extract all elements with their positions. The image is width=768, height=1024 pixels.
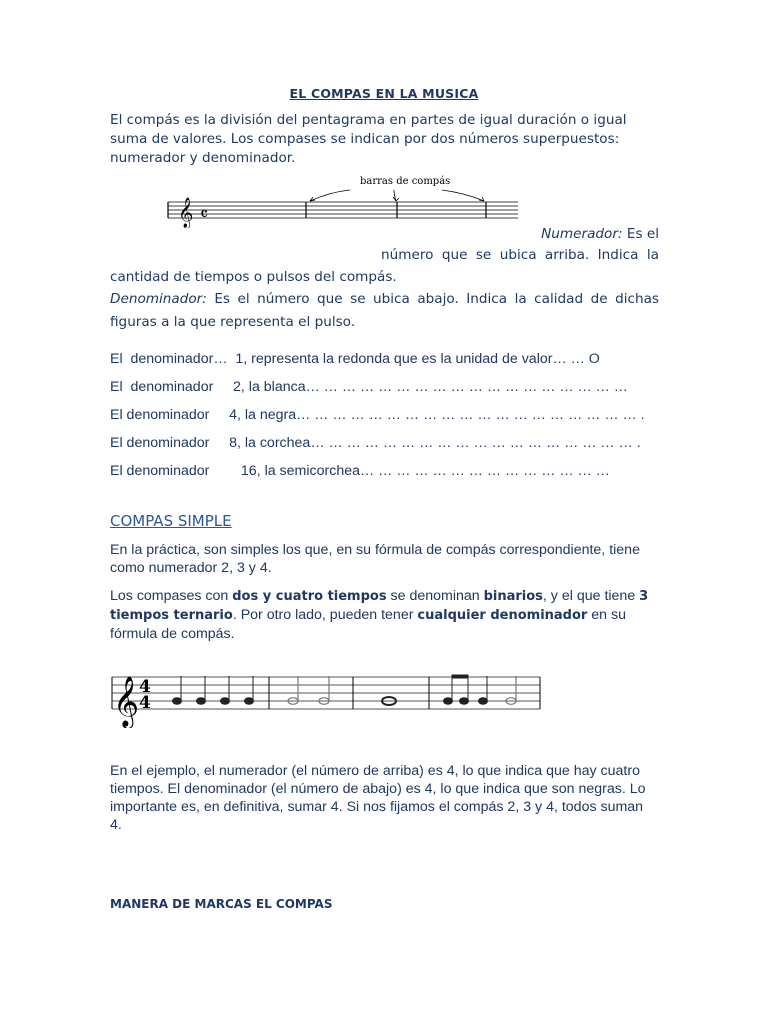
denominador-line-1: Denominador: Es el número que se ubica abajo. Indica la calidad de dichas xyxy=(110,291,659,307)
quarter-note xyxy=(479,698,488,705)
intro-paragraph: El compás es la división del pentagrama en partes de igual duración o igual suma de valores. Los compases se indican por dos números superpuestos: numerador y denominador. xyxy=(110,112,627,166)
denominator-item-2: El denominador 2, la blanca… … … … … … … … … … … … … … … … … … xyxy=(110,379,628,395)
compas-simple-paragraph-2: Los compases con dos y cuatro tiempos se denominan binarios, y el que tiene 3 tiempos ternario. Por otro lado, pueden tener cualquier denominador en su fórmula de compás. xyxy=(110,588,649,642)
bar-lines-figure xyxy=(160,168,530,228)
example-explanation-paragraph: En el ejemplo, el numerador (el número de arriba) es 4, lo que indica que hay cuatro tiempos. El denominador (el número de abajo) es 4, lo que indica que son negras. Lo importante es, en definitiva, sumar 4. Si nos fijamos el compás 2, 3 y 4, todos suman 4. xyxy=(110,763,646,833)
numerador-line-1: Numerador: Es el xyxy=(541,226,659,242)
denominator-item-5: El denominador 16, la semicorchea… … … … … … … … … … … … … … xyxy=(110,463,610,479)
common-time-icon: 𝄴 xyxy=(200,204,209,225)
quarter-note xyxy=(221,698,230,705)
eighth-note xyxy=(460,698,469,705)
section-heading-compas-simple: COMPAS SIMPLE xyxy=(110,512,232,530)
numerador-line-2: número que se ubica arriba. Indica la xyxy=(381,247,659,263)
denominator-item-1: El denominador… 1, representa la redonda que es la unidad de valor… … O xyxy=(110,351,600,367)
quarter-note xyxy=(173,698,182,705)
treble-clef-icon: 𝄞 xyxy=(113,676,140,727)
quarter-note xyxy=(245,698,254,705)
numerador-line-3: cantidad de tiempos o pulsos del compás. xyxy=(110,269,397,285)
compas-simple-paragraph-1: En la práctica, son simples los que, en su fórmula de compás correspondiente, tiene como numerador 2, 3 y 4. xyxy=(110,542,640,576)
figure-label: barras de compás xyxy=(360,176,451,187)
quarter-note xyxy=(197,698,206,705)
denominator-item-3: El denominador 4, la negra… … … … … … … … … … … … … … … … … … … . xyxy=(110,407,645,423)
denominator-item-4: El denominador 8, la corchea… … … … … … … … … … … … … … … … … … . xyxy=(110,435,641,451)
time-signature-top: 4 xyxy=(139,677,151,697)
eighth-note xyxy=(444,698,453,705)
time-signature-bottom: 4 xyxy=(139,693,151,713)
page-title: EL COMPAS EN LA MUSICA xyxy=(289,86,479,101)
music-staff-example xyxy=(108,658,548,728)
denominador-line-2: figuras a la que representa el pulso. xyxy=(110,314,356,330)
footer-heading: MANERA DE MARCAS EL COMPAS xyxy=(110,897,333,911)
treble-clef-icon: 𝄞 xyxy=(178,198,194,228)
